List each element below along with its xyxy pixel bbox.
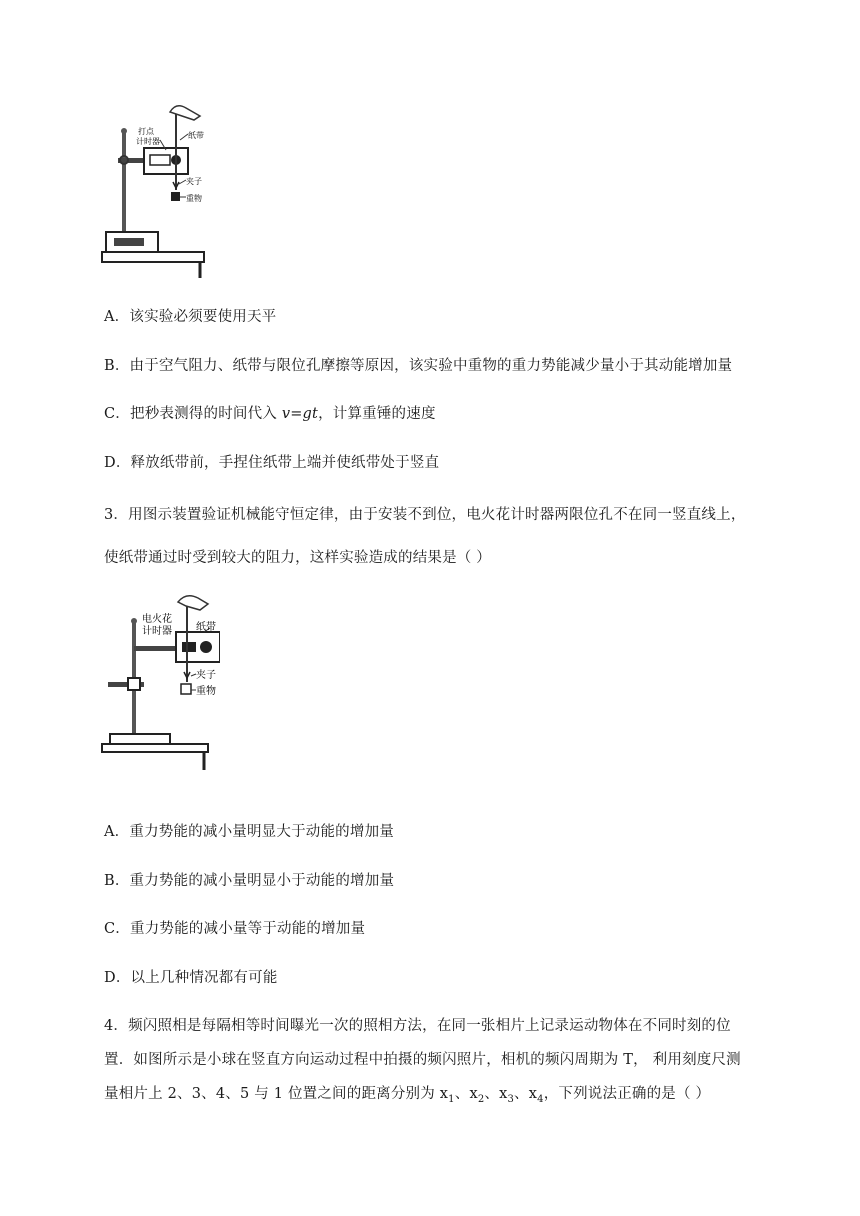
- q2-option-c-prefix: C．把秒表测得的时间代入: [104, 406, 282, 422]
- q4-sep-2: 、: [484, 1086, 500, 1102]
- label-spark-timer-line2: 计时器: [142, 626, 172, 637]
- q3-stem-line2: 使纸带通过时受到较大的阻力，这样实验造成的结果是（ ）: [104, 550, 492, 566]
- q2-option-c-formula: v=gt: [281, 406, 319, 422]
- q3-option-a: A．重力势能的减小量明显大于动能的增加量: [104, 824, 394, 840]
- label-timer-line1: 打点: [138, 127, 154, 136]
- q4-line3-suffix: ，下列说法正确的是（ ）: [543, 1086, 711, 1102]
- q3-option-c: C．重力势能的减小量等于动能的增加量: [104, 921, 366, 937]
- q2-option-a: A．该实验必须要使用天平: [104, 309, 277, 325]
- label-clip-2: 夹子: [196, 670, 216, 681]
- q4-x3-sub: 3: [507, 1093, 515, 1105]
- q4-stem-line1: 4．频闪照相是每隔相等时间曝光一次的照相方法，在同一张相片上记录运动物体在不同时刻的位: [104, 1018, 731, 1034]
- q4-x3: x: [499, 1086, 508, 1102]
- q4-x1: x: [439, 1086, 449, 1102]
- q4-x4-sub: 4: [537, 1093, 544, 1105]
- figure-spark-timer-apparatus: [100, 592, 220, 772]
- q4-sep-1: 、: [454, 1086, 470, 1102]
- q3-option-d: D．以上几种情况都有可能: [104, 970, 278, 986]
- q4-x4: x: [528, 1086, 538, 1102]
- q2-option-b: B．由于空气阻力、纸带与限位孔摩擦等原因，该实验中重物的重力势能减少量小于其动能增加量: [104, 358, 733, 374]
- q4-line3-prefix: 量相片上 2、3、4、5 与 1 位置之间的距离分别为: [104, 1086, 440, 1102]
- label-timer-line2: 计时器: [136, 137, 160, 146]
- figure-ticker-timer-apparatus: [100, 100, 220, 280]
- q3-stem-line1: 3．用图示装置验证机械能守恒定律，由于安装不到位，电火花计时器两限位孔不在同一竖直线上，: [104, 507, 746, 523]
- label-clip: 夹子: [186, 177, 202, 186]
- q4-sep-3: 、: [514, 1086, 529, 1102]
- q4-x2: x: [469, 1086, 478, 1102]
- label-tape-2: 纸带: [196, 622, 216, 633]
- q2-option-c: [104, 402, 436, 423]
- label-weight: 重物: [186, 194, 202, 203]
- label-weight-2: 重物: [196, 686, 216, 697]
- label-spark-timer-line1: 电火花: [142, 614, 172, 625]
- q4-x2-sub: 2: [477, 1093, 485, 1105]
- q2-option-d: D．释放纸带前，手捏住纸带上端并使纸带处于竖直: [104, 455, 440, 471]
- q4-stem-line2: 置．如图所示是小球在竖直方向运动过程中拍摄的频闪照片，相机的频闪周期为 T， 利用刻度尺测: [104, 1052, 741, 1068]
- q4-stem-line3: [104, 1082, 710, 1105]
- q2-option-c-suffix: ，计算重锤的速度: [318, 406, 436, 422]
- q4-x1-sub: 1: [448, 1093, 455, 1105]
- q3-option-b: B．重力势能的减小量明显小于动能的增加量: [104, 873, 395, 889]
- label-tape: 纸带: [188, 131, 204, 140]
